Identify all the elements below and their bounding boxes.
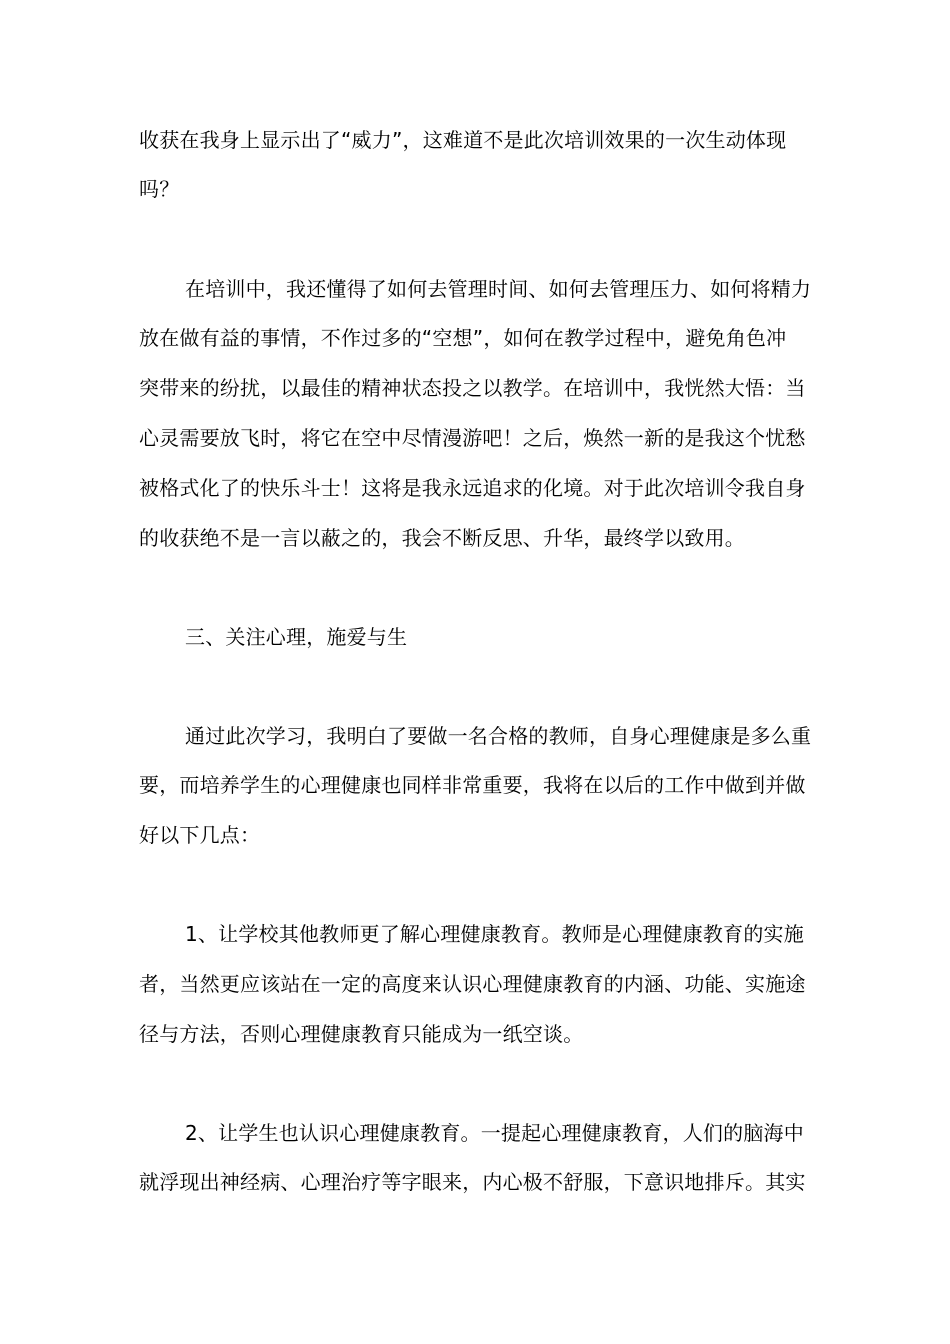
paragraph-line: 吗？ [139,177,180,201]
paragraph-line: 在培训中，我还懂得了如何去管理时间、如何去管理压力、如何将精力 [185,277,812,301]
paragraph-line: 要，而培养学生的心理健康也同样非常重要，我将在以后的工作中做到并做 [139,773,806,797]
paragraph-line: 的收获绝不是一言以蔽之的，我会不断反思、升华，最终学以致用。 [139,526,745,550]
list-item-line: 径与方法，否则心理健康教育只能成为一纸空谈。 [139,1022,584,1046]
paragraph-line: 被格式化了的快乐斗士！这将是我永远追求的化境。对于此次培训令我自身 [139,476,806,500]
paragraph-line: 收获在我身上显示出了“威力”，这难道不是此次培训效果的一次生动体现 [139,128,787,152]
list-item-line: 者，当然更应该站在一定的高度来认识心理健康教育的内涵、功能、实施途 [139,972,806,996]
paragraph-line: 放在做有益的事情，不作过多的“空想”，如何在教学过程中，避免角色冲 [139,326,787,350]
list-item-line: 就浮现出神经病、心理治疗等字眼来，内心极不舒服，下意识地排斥。其实 [139,1170,806,1194]
section-heading: 三、关注心理，施爱与生 [185,625,408,649]
paragraph-line: 心灵需要放飞时，将它在空中尽情漫游吧！之后，焕然一新的是我这个忧愁 [139,426,806,450]
paragraph-line: 突带来的纷扰，以最佳的精神状态投之以教学。在培训中，我恍然大悟：当 [139,376,806,400]
list-item-line: 2、让学生也认识心理健康教育。一提起心理健康教育，人们的脑海中 [185,1121,804,1145]
list-item-line: 1、让学校其他教师更了解心理健康教育。教师是心理健康教育的实施 [185,922,804,946]
paragraph-line: 通过此次学习，我明白了要做一名合格的教师，自身心理健康是多么重 [185,724,812,748]
paragraph-line: 好以下几点： [139,823,261,847]
